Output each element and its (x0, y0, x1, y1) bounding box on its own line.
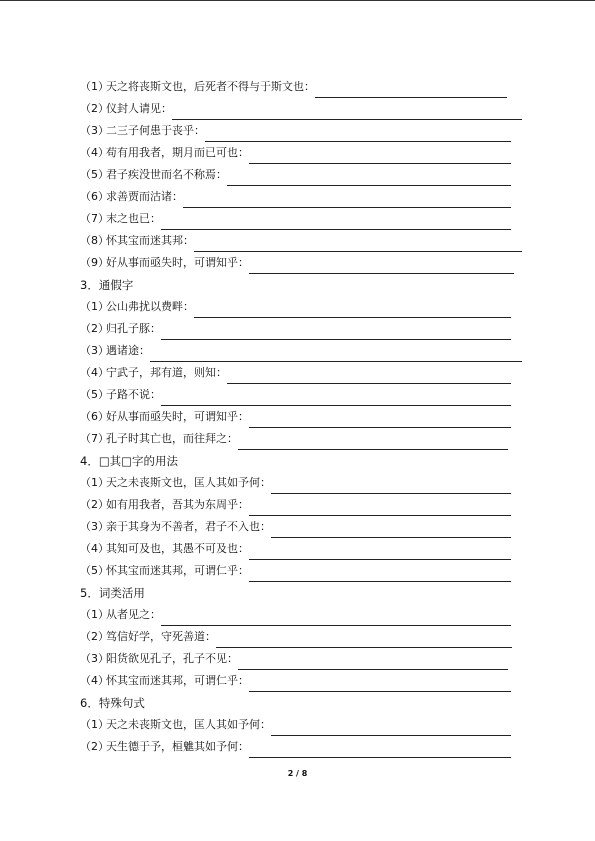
question-item: （4） 怀其宝而迷其邦，可谓仁乎： (80, 670, 530, 692)
answer-blank[interactable] (238, 434, 508, 450)
question-item: （4） 宁武子，邦有道，则知： (80, 362, 530, 384)
question-list-word-class (80, 604, 530, 692)
question-list-qi-usage (80, 472, 530, 582)
answer-blank[interactable] (271, 478, 511, 494)
section-heading-qi-usage: 4．□其□字的用法 (80, 454, 179, 468)
answer-blank[interactable] (227, 170, 511, 186)
answer-blank[interactable] (249, 676, 511, 692)
answer-blank[interactable] (249, 500, 511, 516)
question-item: （2） 笃信好学，守死善道： (80, 626, 530, 648)
question-item: （1） 天之未丧斯文也，匡人其如予何： (80, 714, 530, 736)
answer-blank[interactable] (238, 654, 508, 670)
question-item: （5） 子路不说： (80, 384, 530, 406)
answer-blank[interactable] (216, 632, 512, 648)
section-heading-special-sentences: 6．特殊句式 (80, 696, 145, 710)
section-heading-word-class: 5．词类活用 (80, 586, 145, 600)
answer-blank[interactable] (161, 390, 511, 406)
answer-blank[interactable] (249, 566, 511, 582)
question-item: （5） 怀其宝而迷其邦，可谓仁乎： (80, 560, 530, 582)
answer-blank[interactable] (249, 258, 514, 274)
answer-blank[interactable] (249, 742, 511, 758)
question-item: （5） 君子疾没世而名不称焉： (80, 164, 530, 186)
answer-blank[interactable] (161, 324, 511, 340)
question-item: （2） 天生德于予，桓魋其如予何： (80, 736, 530, 758)
question-item: （3） 亲于其身为不善者，君子不入也： (80, 516, 530, 538)
top-border (0, 0, 595, 1)
answer-blank[interactable] (315, 82, 507, 98)
answer-blank[interactable] (194, 236, 522, 252)
answer-blank[interactable] (227, 368, 511, 384)
question-item: （3） 二三子何患于丧乎： (80, 120, 530, 142)
question-list-a (80, 76, 530, 274)
answer-blank[interactable] (205, 126, 511, 142)
answer-blank[interactable] (150, 346, 522, 362)
question-item: （1） 从者见之： (80, 604, 530, 626)
question-item: （7） 孔子时其亡也，而往拜之： (80, 428, 530, 450)
question-item: （6） 求善贾而沽诸： (80, 186, 530, 208)
answer-blank[interactable] (249, 544, 511, 560)
answer-blank[interactable] (183, 192, 511, 208)
question-item: （4） 其知可及也，其愚不可及也： (80, 538, 530, 560)
answer-blank[interactable] (249, 148, 511, 164)
answer-blank[interactable] (271, 522, 511, 538)
question-item: （1） 天之未丧斯文也，匡人其如予何： (80, 472, 530, 494)
page-number: 2 / 8 (287, 769, 308, 778)
answer-blank[interactable] (271, 720, 511, 736)
question-item: （4） 苟有用我者，期月而已可也： (80, 142, 530, 164)
answer-blank[interactable] (161, 610, 511, 626)
question-item: （2） 如有用我者，吾其为东周乎： (80, 494, 530, 516)
question-item: （1） 公山弗扰以费畔： (80, 296, 530, 318)
section-heading-tongjiazi: 3．通假字 (80, 278, 134, 292)
answer-blank[interactable] (249, 412, 511, 428)
answer-blank[interactable] (194, 302, 511, 318)
question-list-tongjiazi (80, 296, 530, 450)
question-item: （9） 好从事而亟失时，可谓知乎： (80, 252, 530, 274)
question-item: （8） 怀其宝而迷其邦： (80, 230, 530, 252)
question-item: （2） 归孔子豚： (80, 318, 530, 340)
question-list-special-sentences (80, 714, 530, 758)
question-item: （6） 好从事而亟失时，可谓知乎： (80, 406, 530, 428)
answer-blank[interactable] (161, 214, 511, 230)
question-item: （3） 遇诸途： (80, 340, 530, 362)
question-item: （7） 末之也已： (80, 208, 530, 230)
question-item: （3） 阳货欲见孔子，孔子不见： (80, 648, 530, 670)
answer-blank[interactable] (172, 104, 522, 120)
question-item: （1） 天之将丧斯文也，后死者不得与于斯文也： (80, 76, 530, 98)
question-item: （2） 仪封人请见： (80, 98, 530, 120)
worksheet-content (80, 76, 530, 758)
